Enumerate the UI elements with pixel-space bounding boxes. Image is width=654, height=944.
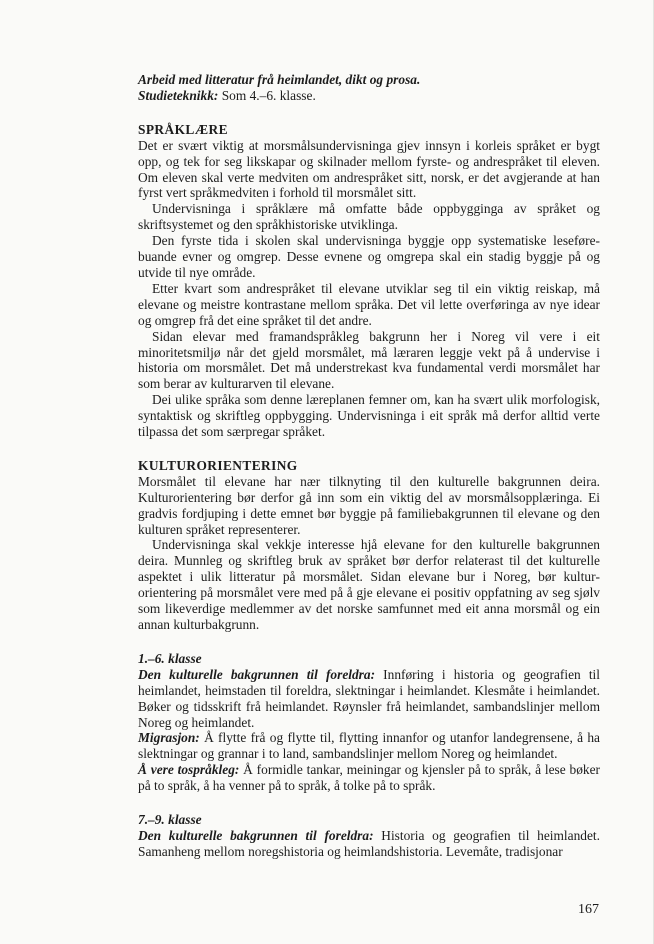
paragraph: Undervisninga skal vekkje interesse hjå elevane for den kulturelle bakgrunnen deira. Munnleg og skriftleg bruk av språket bør derfor relaterast til det kulturelle aspektet i ulik litteratur på morsmålet. Sidan elevane bur i Noreg, bør kulturorientering på morsmålet vere med på å gje elevane ei positiv oppfatning av seg sjølv som likeverdige medlemmer av det norske samfunnet med eit anna morsmål og ein annan kulturbakgrunn. bbox=[138, 537, 600, 632]
topic-text: Å formidle tankar, meiningar og kjensler på to språk, å lese bøker på to språk, å ha venner på to språk, å tolke på to språk. bbox=[138, 762, 600, 794]
topic-label: Den kulturelle bakgrunnen til foreldra: bbox=[138, 827, 374, 843]
topic-text: Å flytte frå og flytte til, flytting innanfor og utanfor landegrensene, å ha slektningar og grannar i to land, sambandslinjer mellom Noreg og heimlandet. bbox=[138, 730, 600, 762]
topic-text: Innføring i historia og geografien til heimlandet, heimstaden til foreldra, slektningar i heimlandet. Klesmåte i heimlandet. Bøker og tidsskrift frå heimlandet. Røynsler frå heimlandet, sambandslinjer mellom Noreg og heimlandet. bbox=[138, 666, 600, 730]
intro-title: Arbeid med litteratur frå heimlandet, dikt og prosa. bbox=[138, 72, 421, 87]
study-technique-line bbox=[138, 88, 600, 104]
topic-label: Å vere tospråkleg: bbox=[138, 762, 240, 778]
class-heading-7-9: 7.–9. klasse bbox=[138, 812, 202, 828]
paragraph: Sidan elevar med framandspråkleg bakgrunn her i Noreg vil vere i eit minoritetsmiljø når det gjeld morsmålet, må læraren leggje vekt på å undervise i historia om morsmålet. Det må understrekast kva fundamental verdi morsmålet har som berar av kulturarven til elevane. bbox=[138, 328, 600, 392]
page-content bbox=[138, 72, 600, 860]
study-technique-text: Som 4.–6. klasse. bbox=[218, 87, 316, 103]
topic-item bbox=[138, 762, 600, 794]
topic-text: Historia og geografien til heimlandet. Samanheng mellom noregshistoria og heimlandshistoria. Levemåte, tradisjonar bbox=[138, 827, 600, 859]
intro-line bbox=[138, 72, 600, 88]
paragraph: Morsmålet til elevane har nær tilknyting til den kulturelle bakgrunnen deira. Kulturorientering bør derfor gå inn som ein viktig del av morsmålsopplæringa. Ei gradvis fordjuping i dette emnet bør byggje på familiebakgrunnen til elevane og den kulturen språket representerer. bbox=[138, 473, 600, 537]
paragraph: Undervisninga i språklære må omfatte både oppbygginga av språket og skriftsystemet og den språkhistoriske utviklinga. bbox=[138, 201, 600, 233]
paragraph: Den fyrste tida i skolen skal undervisninga byggje opp systematiske leseførebuande evner og omgrep. Desse evnene og omgrepa skal ein stadig byggje på og utvide til nye område. bbox=[138, 233, 600, 280]
paragraph: Det er svært viktig at morsmålsundervisninga gjev innsyn i korleis språket er bygt opp, og tek for seg likskapar og skilnader mellom fyrste- og andrespråket til eleven. Om eleven skal verte medviten om andrespråket sitt, norsk, er det avgjerande at han fyrst vert språkmedviten i forhold til morsmålet sitt. bbox=[138, 137, 600, 201]
section-heading-kulturorientering: KULTURORIENTERING bbox=[138, 457, 298, 473]
topic-label: Migrasjon: bbox=[138, 730, 200, 746]
topic-item bbox=[138, 667, 600, 731]
paragraph: Etter kvart som andrespråket til elevane utviklar seg til ein viktig reiskap, må elevane og meistre kontrastane mellom språka. Det vil lette overføringa av nye idear og omgrep frå det eine språket til det andre. bbox=[138, 280, 600, 328]
page-number: 167 bbox=[578, 902, 599, 917]
topic-item bbox=[138, 730, 600, 762]
section-heading-spraklaere: SPRÅKLÆRE bbox=[138, 121, 228, 137]
topic-item bbox=[138, 828, 600, 860]
study-technique-label: Studieteknikk: bbox=[138, 87, 219, 103]
topic-label: Den kulturelle bakgrunnen til foreldra: bbox=[138, 666, 376, 682]
class-heading-1-6: 1.–6. klasse bbox=[138, 650, 202, 666]
paragraph: Dei ulike språka som denne læreplanen femner om, kan ha svært ulik morfologisk, syntaktisk og skriftleg oppbygging. Undervisninga i eit språk må derfor alltid verte tilpassa det som særpregar språket. bbox=[138, 392, 600, 440]
